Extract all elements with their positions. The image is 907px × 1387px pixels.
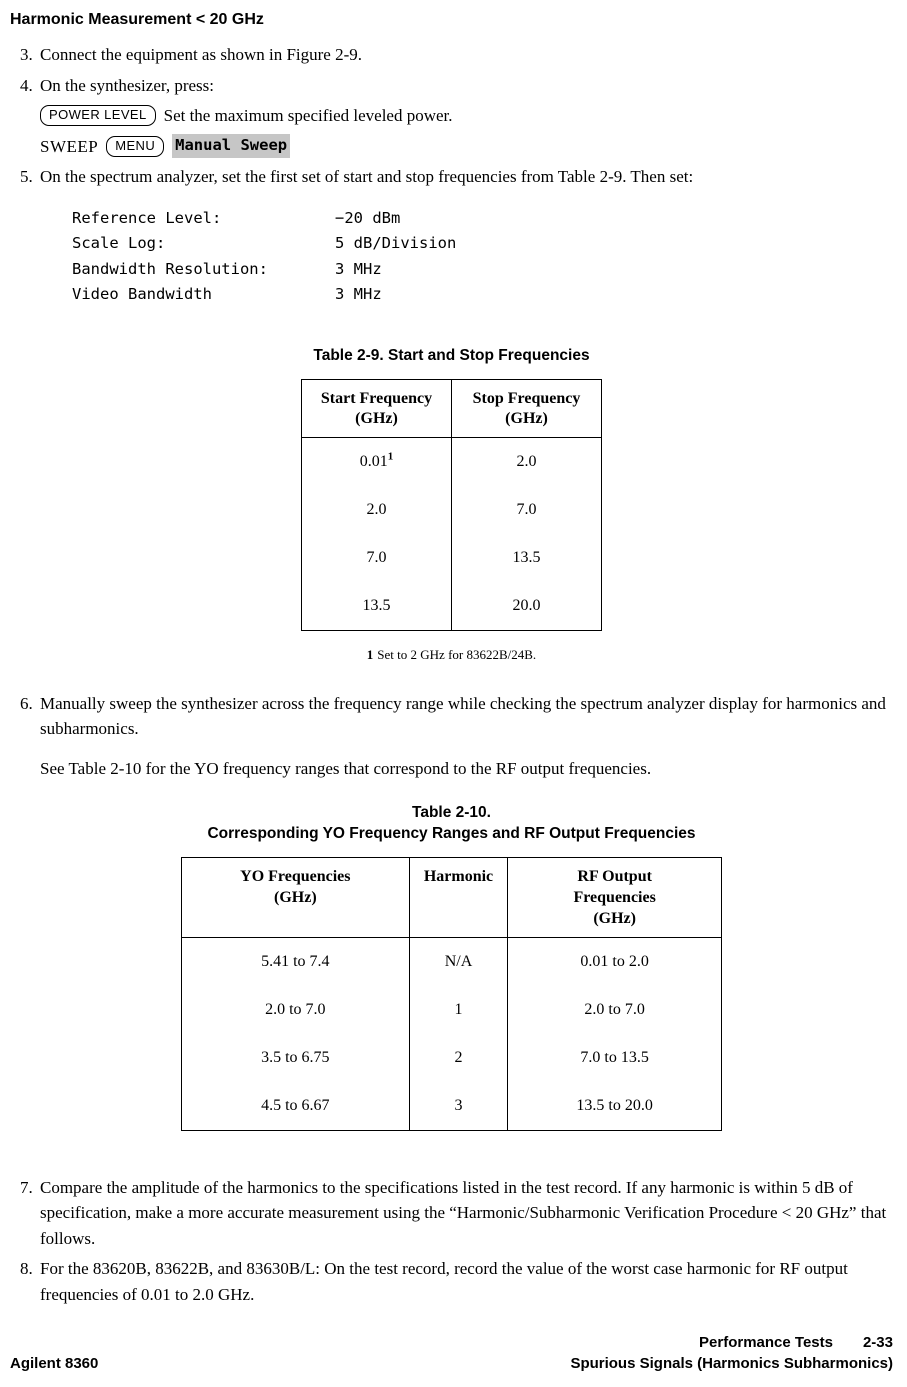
step-6	[10, 691, 893, 782]
setting-value: 5 dB/Division	[335, 234, 457, 253]
footnote-ref: 1	[387, 450, 394, 463]
table-cell: 2	[409, 1034, 507, 1082]
step-5-number: 5.	[20, 167, 33, 186]
step-6-body	[40, 691, 893, 782]
footer-product: Agilent 8360	[10, 1355, 99, 1373]
setting-row	[72, 231, 889, 257]
page-footer	[10, 1332, 893, 1376]
step-8-text: For the 83620B, 83622B, and 83630B/L: On the test record, record the value of the worst case harmonic for RF output frequencies of 0.01 to 2.0 GHz.	[40, 1259, 848, 1304]
table-cell: 13.5	[302, 582, 452, 631]
step-3-number: 3.	[20, 45, 33, 64]
step-8	[10, 1256, 893, 1307]
power-level-key: POWER LEVEL	[40, 105, 156, 126]
header-line: Frequencies	[573, 888, 656, 906]
table-cell: 1	[409, 986, 507, 1034]
setting-row	[72, 206, 889, 232]
table-cell: 13.5	[512, 549, 541, 567]
power-level-line	[40, 103, 889, 129]
table-2-10	[181, 857, 722, 1130]
step-4-number: 4.	[20, 75, 33, 95]
table-cell: 20.0	[512, 597, 541, 615]
step-7-number: 7.	[20, 1177, 33, 1197]
analyzer-settings-block	[72, 206, 889, 308]
step-6-text: Manually sweep the synthesizer across the frequency range while checking the spectrum analyzer display for harmonics and subharmonics.	[40, 693, 886, 739]
table-cell: 4.5 to 6.67	[181, 1082, 409, 1131]
table-cell: 3	[409, 1082, 507, 1131]
setting-label: Reference Level:	[72, 208, 222, 227]
step-3-body	[40, 42, 893, 68]
sweep-label: SWEEP	[40, 136, 99, 156]
table-cell: 13.5 to 20.0	[576, 1096, 653, 1114]
table-cell: 7.0	[516, 501, 537, 519]
table-2-10-caption-line2: Corresponding YO Frequency Ranges and RF Output Frequencies	[207, 825, 696, 843]
table-2-9-footnote	[10, 645, 893, 665]
setting-label: Video Bandwidth	[72, 285, 212, 304]
table-2-10-caption-line1: Table 2-10.	[412, 804, 491, 822]
manual-sweep-softkey: Manual Sweep	[172, 134, 290, 158]
footer-subsection: Spurious Signals (Harmonics Subharmonics)	[570, 1355, 893, 1373]
table-row	[302, 534, 602, 582]
step-7-text: Compare the amplitude of the harmonics to the specifications listed in the test record. If any harmonic is within 5 dB of specification, make a more accurate measurement using the “Harmonic/Subharmonic Verification Procedure < 20 GHz” that follows.	[40, 1177, 887, 1248]
table-row	[302, 438, 602, 487]
step-6-see-text: See Table 2-10 for the YO frequency ranges that correspond to the RF output frequencies.	[40, 758, 652, 778]
setting-label: Scale Log:	[72, 234, 166, 253]
table-cell: N/A	[409, 937, 507, 986]
header-line: (GHz)	[593, 909, 636, 927]
step-5-text: On the spectrum analyzer, set the first set of start and stop frequencies from Table 2-9. Then set:	[40, 167, 694, 186]
footer-right	[570, 1332, 893, 1376]
power-level-instruction: Set the maximum specified leveled power.	[163, 106, 453, 125]
table-2-10-caption	[10, 803, 893, 845]
table-cell: 2.0	[302, 486, 452, 534]
table-2-10-header-row	[181, 858, 721, 937]
footnote-text: Set to 2 GHz for 83622B/24B.	[377, 647, 537, 663]
setting-value: −20 dBm	[335, 208, 401, 227]
cell-value: 0.01	[359, 453, 388, 471]
header-line: YO Frequencies	[240, 868, 351, 886]
table-cell: 5.41 to 7.4	[181, 937, 409, 986]
table-cell: 0.01 to 2.0	[580, 952, 649, 970]
step-7-body	[40, 1175, 893, 1252]
table-cell: 7.0 to 13.5	[580, 1048, 649, 1066]
table-2-9-header-stop	[452, 379, 602, 438]
step-4-text: On the synthesizer, press:	[40, 75, 215, 95]
header-line: (GHz)	[505, 410, 548, 428]
header-line: Stop Frequency	[472, 389, 581, 407]
step-4-body	[40, 73, 893, 160]
menu-key: MENU	[106, 136, 164, 157]
setting-label: Bandwidth Resolution:	[72, 259, 268, 278]
table-2-10-header-harmonic	[409, 858, 507, 937]
step-6-number: 6.	[20, 693, 33, 713]
table-cell: 2.0	[516, 453, 537, 471]
header-line: Start Frequency	[320, 389, 433, 407]
step-3-text: Connect the equipment as shown in Figure 2-9.	[40, 45, 363, 64]
table-2-9	[301, 379, 602, 632]
step-7	[10, 1175, 893, 1252]
table-cell: 2.0 to 7.0	[181, 986, 409, 1034]
step-4	[10, 73, 893, 160]
table-2-9-header-row	[302, 379, 602, 438]
table-2-10-header-rf	[508, 858, 722, 937]
footer-page-number: 2-33	[862, 1333, 893, 1351]
table-row	[181, 986, 721, 1034]
step-3	[10, 42, 893, 68]
table-cell: 3.5 to 6.75	[181, 1034, 409, 1082]
step-5-body	[40, 164, 893, 324]
table-2-9-caption: Table 2-9. Start and Stop Frequencies	[313, 346, 590, 364]
table-cell: 2.0 to 7.0	[584, 1000, 645, 1018]
table-row	[302, 486, 602, 534]
header-line: RF Output	[577, 868, 652, 886]
footer-section-line	[570, 1332, 893, 1354]
footer-section: Performance Tests	[699, 1333, 833, 1351]
step-5	[10, 164, 893, 324]
page-title: Harmonic Measurement < 20 GHz	[10, 11, 264, 28]
step-8-number: 8.	[20, 1259, 33, 1278]
setting-row	[72, 282, 889, 308]
setting-value: 3 MHz	[335, 285, 382, 304]
table-row	[181, 1082, 721, 1131]
table-cell: 7.0	[302, 534, 452, 582]
sweep-menu-line	[40, 134, 889, 160]
table-cell	[302, 438, 452, 487]
header-line: (GHz)	[355, 410, 398, 428]
setting-value: 3 MHz	[335, 259, 382, 278]
setting-row	[72, 257, 889, 283]
table-row	[181, 1034, 721, 1082]
step-8-body	[40, 1256, 893, 1307]
header-line: (GHz)	[274, 888, 317, 906]
table-row	[302, 582, 602, 631]
table-2-10-header-yo	[181, 858, 409, 937]
table-2-9-header-start	[302, 379, 452, 438]
footnote-marker: 1	[366, 647, 374, 663]
header-line: Harmonic	[423, 868, 494, 886]
table-row	[181, 937, 721, 986]
